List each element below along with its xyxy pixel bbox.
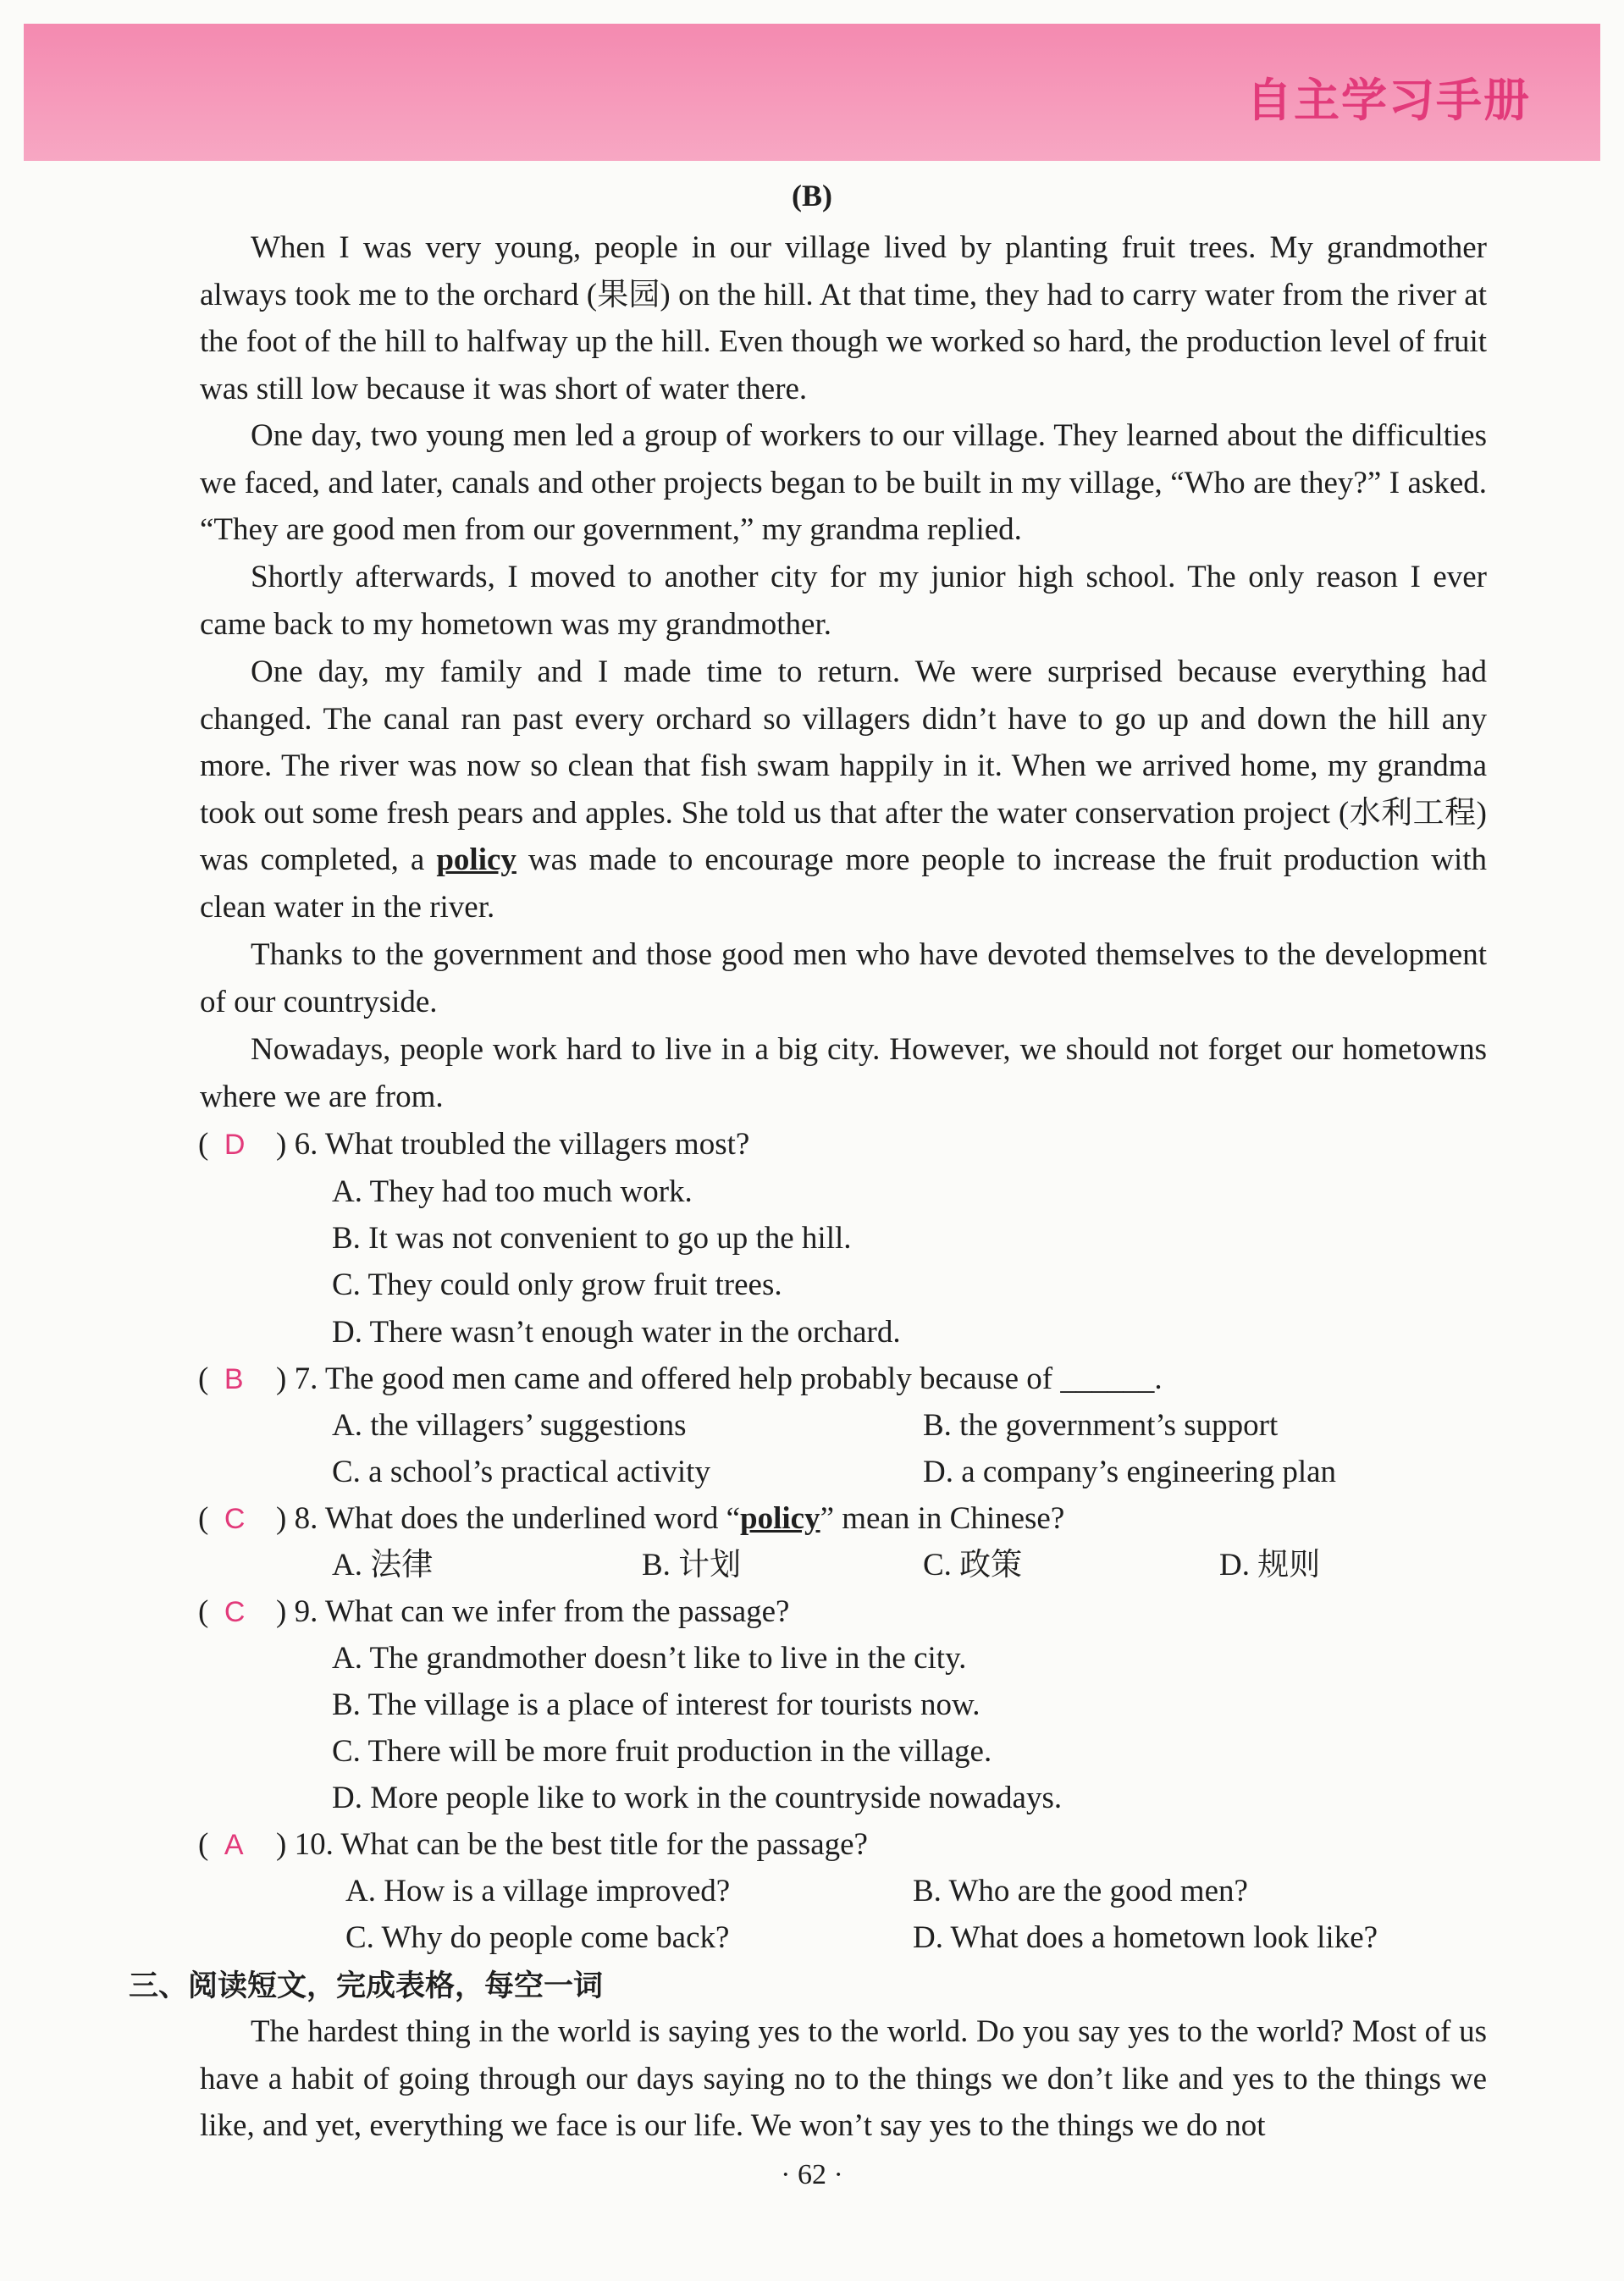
answer-8: C [224, 1503, 246, 1535]
part3-heading: 三、阅读短文，完成表格，每空一词 [129, 1969, 604, 2003]
question-10-option-a: A. How is a village improved? [345, 1874, 731, 1908]
passage-paragraph-5: Thanks to the government and those good men who have devoted themselves to the development of our countryside. [200, 937, 1487, 1019]
header-title: 自主学习手册 [1246, 74, 1531, 127]
question-7-option-b: B. the government’s support [923, 1408, 1279, 1443]
question-6-option-a: A. They had too much work. [332, 1174, 693, 1209]
passage-paragraph-3: Shortly afterwards, I moved to another city for my junior high school. The only reason I ever came back to my hometown was my grandmother. [200, 560, 1487, 642]
page-number: · 62 · [781, 2159, 843, 2190]
question-9-option-d: D. More people like to work in the countryside nowadays. [332, 1781, 1063, 1815]
answer-10: A [224, 1829, 244, 1861]
question-8-option-b: B. 计划 [642, 1548, 742, 1582]
question-7-option-c: C. a school’s practical activity [332, 1455, 710, 1489]
answer-paren: ( A [198, 1827, 244, 1862]
underlined-word-policy: policy [740, 1501, 820, 1536]
question-8-stem: ) 8. What does the underlined word “policy” mean in Chinese? [276, 1501, 1065, 1536]
question-10-stem: ) 10. What can be the best title for the passage? [276, 1827, 868, 1862]
section-label: (B) [792, 179, 832, 213]
question-9-option-a: A. The grandmother doesn’t like to live in the city. [332, 1641, 967, 1676]
question-10-option-c: C. Why do people come back? [345, 1920, 730, 1955]
question-10-option-d: D. What does a hometown look like? [913, 1920, 1378, 1955]
underlined-word-policy: policy [436, 842, 516, 877]
answer-paren: ( D [198, 1127, 246, 1162]
question-7-stem: ) 7. The good men came and offered help probably because of ______. [276, 1361, 1163, 1396]
passage-paragraph-2: One day, two young men led a group of workers to our village. They learned about the difficulties we faced, and later, canals and other projects began to be built in my village, “Who are they?” I asked. “They are good men from our government,” my grandma replied. [200, 418, 1487, 547]
question-8-option-d: D. 规则 [1219, 1548, 1321, 1582]
question-9-option-c: C. There will be more fruit production in the village. [332, 1734, 992, 1769]
answer-6: D [224, 1129, 246, 1161]
passage-paragraph-4: One day, my family and I made time to return. We were surprised because everything had changed. The canal ran past every orchard so villagers didn’t have to go up and down the hill any more. The river was now so clean that fish swam happily in it. When we arrived home, my grandma took out some fresh pears and apples. She told us that after the water conservation project (水利工程) was completed, a policy was made to encourage more people to increase the fruit production with clean water in the river. [200, 654, 1488, 925]
answer-paren: ( C [198, 1594, 246, 1629]
answer-paren: ( B [198, 1361, 244, 1396]
question-6-option-d: D. There wasn’t enough water in the orchard. [332, 1315, 901, 1350]
question-6-option-c: C. They could only grow fruit trees. [332, 1268, 782, 1302]
passage-paragraph-1: When I was very young, people in our village lived by planting fruit trees. My grandmother always took me to the orchard (果园) on the hill. At that time, they had to carry water from the river at the foot of the hill to halfway up the hill. Even though we worked so hard, the production level of fruit was still low because it was short of water there. [200, 230, 1487, 406]
question-7-option-d: D. a company’s engineering plan [923, 1455, 1337, 1489]
question-6-option-b: B. It was not convenient to go up the hill. [332, 1221, 852, 1256]
question-9-stem: ) 9. What can we infer from the passage? [276, 1594, 790, 1629]
question-7-option-a: A. the villagers’ suggestions [332, 1408, 687, 1443]
question-10-option-b: B. Who are the good men? [913, 1874, 1248, 1908]
answer-9: C [224, 1596, 246, 1628]
question-6-stem: ) 6. What troubled the villagers most? [276, 1127, 750, 1162]
question-9-option-b: B. The village is a place of interest for tourists now. [332, 1687, 980, 1722]
answer-paren: ( C [198, 1501, 246, 1536]
passage-paragraph-6: Nowadays, people work hard to live in a big city. However, we should not forget our hometowns where we are from. [200, 1032, 1487, 1114]
question-8-option-c: C. 政策 [923, 1548, 1023, 1582]
answer-7: B [224, 1363, 244, 1395]
part3-paragraph: The hardest thing in the world is saying yes to the world. Do you say yes to the world? Most of us have a habit of going through our days saying no to the things we don’t like and yes to the things we like, and yet, everything we face is our life. We won’t say yes to the things we do not [200, 2014, 1487, 2143]
question-8-option-a: A. 法律 [332, 1548, 434, 1582]
